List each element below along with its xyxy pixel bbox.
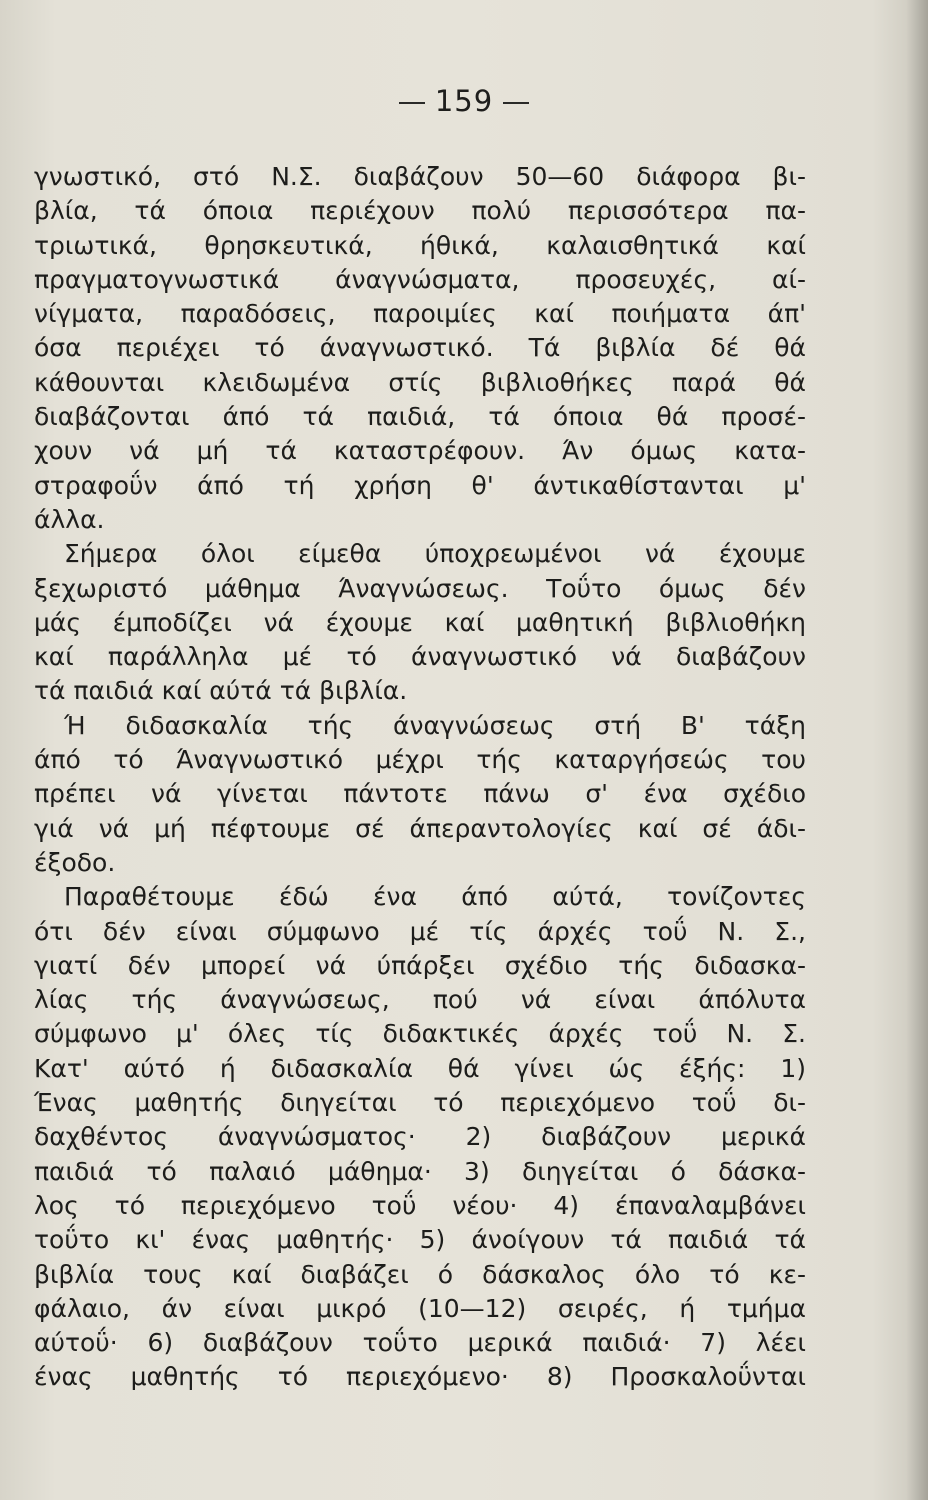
header-dash-right [503, 102, 529, 104]
text-line: αύτοΰ· 6) διαβάζουν τοΰτο μερικά παιδιά· 7) λέει [34, 1328, 806, 1358]
text-line: καί παράλληλα μέ τό άναγνωστικό νά διαβάζουν [34, 642, 806, 672]
text-line: λος τό περιεχόμενο τοΰ νέου· 4) έπαναλαμβάνει [34, 1190, 806, 1220]
header-dash-left [399, 102, 425, 104]
text-line: έξοδο. [34, 847, 116, 877]
text-line: κάθουνται κλειδωμένα στίς βιβλιοθήκες παρά θά [34, 367, 806, 397]
page-edge-shadow [906, 0, 928, 1500]
text-line: Παραθέτουμε έδώ ένα άπό αύτά, τονίζοντες [64, 882, 806, 912]
text-line: γιατί δέν μπορεί νά ύπάρξει σχέδιο τής διδασκα- [34, 950, 806, 980]
page-header [0, 84, 928, 118]
text-line: πραγματογνωστικά άναγνώσματα, προσευχές, αί- [34, 264, 806, 294]
text-line: χουν νά μή τά καταστρέφουν. Άν όμως κατα- [34, 436, 806, 466]
text-line: παιδιά τό παλαιό μάθημα· 3) διηγείται ό δάσκα- [34, 1156, 806, 1186]
text-line: μάς έμποδίζει νά έχουμε καί μαθητική βιβλιοθήκη [34, 607, 806, 637]
text-line: δαχθέντος άναγνώσματος· 2) διαβάζουν μερικά [34, 1122, 806, 1152]
text-line: γιά νά μή πέφτουμε σέ άπεραντολογίες καί σέ άδι- [34, 813, 806, 843]
text-line: άλλα. [34, 504, 105, 534]
text-line: ένας μαθητής τό περιεχόμενο· 8) Προσκαλοΰνται [34, 1362, 806, 1392]
text-line: ότι δέν είναι σύμφωνο μέ τίς άρχές τοΰ Ν. Σ., [34, 916, 806, 946]
text-line: πρέπει νά γίνεται πάντοτε πάνω σ' ένα σχέδιο [34, 779, 806, 809]
text-line: Ή διδασκαλία τής άναγνώσεως στή Β' τάξη [64, 710, 806, 740]
text-line: Κατ' αύτό ή διδασκαλία θά γίνει ώς έξής: 1) [34, 1053, 806, 1083]
text-line: βιβλία τους καί διαβάζει ό δάσκαλος όλο τό κε- [34, 1259, 806, 1289]
text-line: Ένας μαθητής διηγείται τό περιεχόμενο τοΰ δι- [34, 1088, 806, 1118]
text-line: φάλαιο, άν είναι μικρό (10—12) σειρές, ή τμήμα [34, 1293, 806, 1323]
text-line: ξεχωριστό μάθημα Άναγνώσεως. Τοΰτο όμως δέν [34, 573, 806, 603]
text-line: βλία, τά όποια περιέχουν πολύ περισσότερα πα- [34, 196, 806, 226]
text-line: γνωστικό, στό Ν.Σ. διαβάζουν 50—60 διάφορα βι- [34, 162, 806, 191]
text-line: τριωτικά, θρησκευτικά, ήθικά, καλαισθητικά καί [34, 230, 806, 260]
text-line: τοΰτο κι' ένας μαθητής· 5) άνοίγουν τά παιδιά τά [34, 1225, 806, 1255]
page-number: 159 [434, 84, 494, 118]
text-line: Σήμερα όλοι είμεθα ύποχρεωμένοι νά έχουμε [64, 539, 806, 569]
text-line: διαβάζονται άπό τά παιδιά, τά όποια θά προσέ- [34, 402, 806, 432]
text-line: στραφοΰν άπό τή χρήση θ' άντικαθίστανται μ' [34, 470, 806, 500]
text-line: όσα περιέχει τό άναγνωστικό. Τά βιβλία δέ θά [34, 333, 806, 363]
text-line: νίγματα, παραδόσεις, παροιμίες καί ποιήματα άπ' [34, 299, 806, 329]
body-text [34, 160, 806, 1395]
text-line: άπό τό Άναγνωστικό μέχρι τής καταργήσεώς του [34, 745, 806, 775]
text-line: λίας τής άναγνώσεως, πού νά είναι άπόλυτα [34, 985, 806, 1015]
text-line: τά παιδιά καί αύτά τά βιβλία. [34, 676, 408, 706]
text-line: σύμφωνο μ' όλες τίς διδακτικές άρχές τοΰ Ν. Σ. [34, 1019, 806, 1049]
